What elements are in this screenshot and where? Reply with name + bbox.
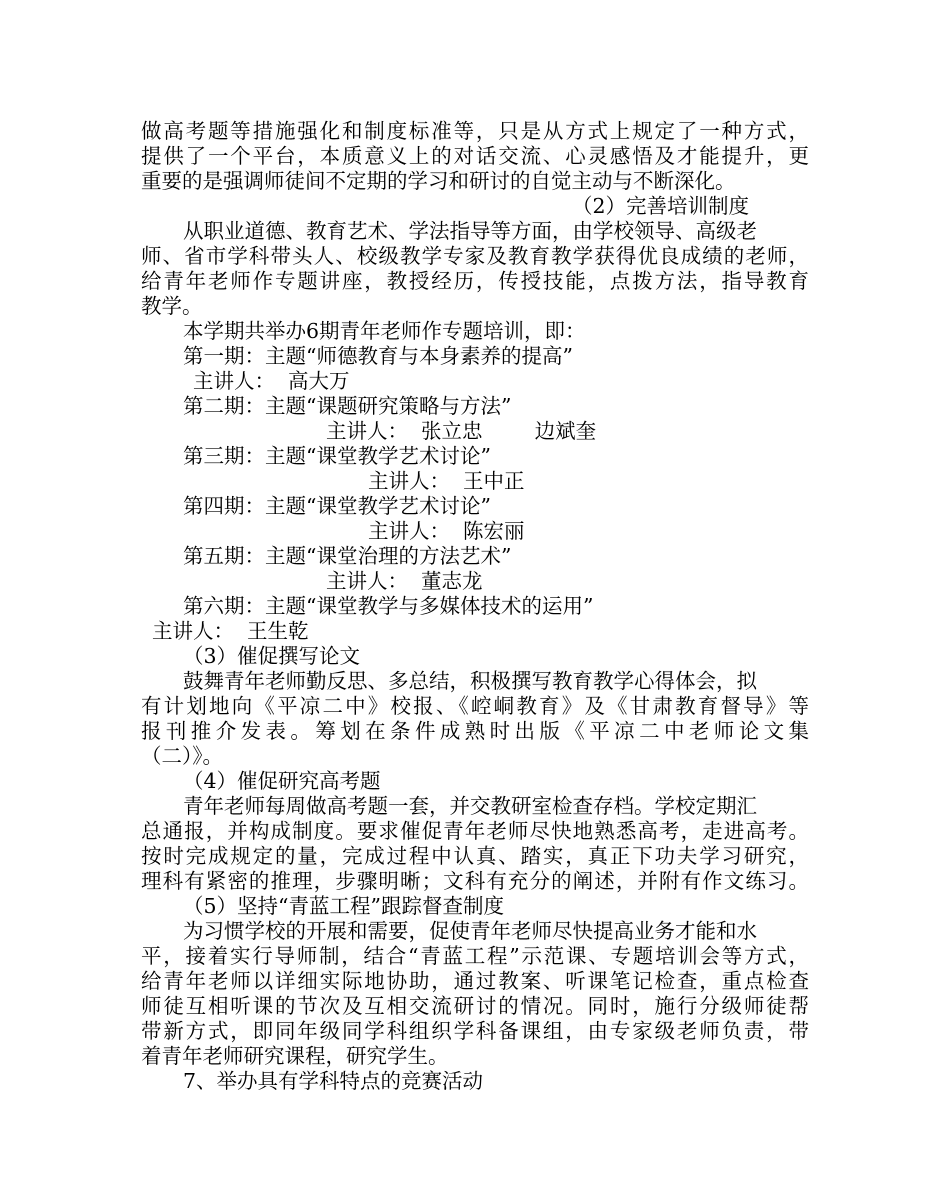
body-line: 提供了一个平台，本质意义上的对话交流、心灵感悟及才能提升，更 [141, 144, 809, 168]
body-line: 报刊推介发表。筹划在条件成熟时出版《平凉二中老师论文集 [141, 719, 809, 743]
training-topic: 第三期：主题“课堂教学艺术讨论” [183, 444, 491, 468]
section-heading: （4）催促研究高考题 [183, 769, 381, 793]
body-line: 从职业道德、教育艺术、学法指导等方面，由学校领导、高级老 [183, 219, 757, 243]
body-line: 着青年老师研究课程，研究学生。 [141, 1044, 449, 1068]
training-topic: 第二期：主题“课题研究策略与方法” [183, 394, 512, 418]
body-line: （二）》。 [141, 744, 223, 768]
body-line: 按时完成规定的量，完成过程中认真、踏实，真正下功夫学习研究， [141, 844, 809, 868]
training-topic: 第五期：主题“课堂治理的方法艺术” [183, 544, 512, 568]
body-line: 本学期共举办6期青年老师作专题培训，即： [183, 319, 586, 343]
body-line: 教学。 [141, 294, 203, 318]
training-topic: 第四期：主题“课堂教学艺术讨论” [183, 494, 491, 518]
section-heading: （5）坚持“青蓝工程”跟踪督查制度 [183, 894, 505, 918]
body-line: 总通报，并构成制度。要求催促青年老师尽快地熟悉高考，走进高考。 [141, 819, 809, 843]
training-speaker: 主讲人： 王中正 [368, 469, 525, 493]
body-line: 给青年老师作专题讲座，教授经历，传授技能，点拨方法，指导教育 [141, 269, 809, 293]
section-heading: （2）完善培训制度 [572, 194, 750, 218]
body-line: 做高考题等措施强化和制度标准等，只是从方式上规定了一种方式， [141, 119, 809, 143]
training-speaker: 主讲人： 高大万 [193, 369, 350, 393]
section-heading: 7、举办具有学科特点的竞赛活动 [183, 1069, 484, 1093]
section-heading: （3）催促撰写论文 [183, 644, 361, 668]
training-speaker: 主讲人： 董志龙 [326, 569, 483, 593]
training-topic: 第一期：主题“师德教育与本身素养的提高” [183, 344, 573, 368]
body-line: 青年老师每周做高考题一套，并交教研室检查存档。学校定期汇 [183, 794, 757, 818]
training-topic: 第六期：主题“课堂教学与多媒体技术的运用” [183, 594, 594, 618]
training-speaker: 主讲人： 陈宏丽 [368, 519, 525, 543]
body-line: 有计划地向《平凉二中》校报、《崆峒教育》及《甘肃教育督导》等 [141, 694, 809, 718]
body-line: 鼓舞青年老师勤反思、多总结，积极撰写教育教学心得体会，拟 [183, 669, 757, 693]
training-speaker: 主讲人： 张立忠 边斌奎 [326, 419, 597, 443]
body-line: 理科有紧密的推理，步骤明晰；文科有充分的阐述，并附有作文练习。 [141, 869, 809, 893]
body-line: 师、省市学科带头人、校级教学专家及教育教学获得优良成绩的老师， [141, 244, 809, 268]
body-line: 带新方式，即同年级同学科组织学科备课组，由专家级老师负责，带 [141, 1019, 809, 1043]
body-line: 师徒互相听课的节次及互相交流研讨的情况。同时，施行分级师徒帮 [141, 994, 809, 1018]
training-speaker: 主讲人： 王生乾 [152, 619, 309, 643]
body-line: 给青年老师以详细实际地协助，通过教案、听课笔记检查，重点检查 [141, 969, 809, 993]
body-line: 为习惯学校的开展和需要，促使青年老师尽快提高业务才能和水 [183, 919, 757, 943]
body-line: 重要的是强调师徒间不定期的学习和研讨的自觉主动与不断深化。 [141, 169, 736, 193]
body-line: 平，接着实行导师制，结合“青蓝工程”示范课、专题培训会等方式， [141, 944, 809, 968]
